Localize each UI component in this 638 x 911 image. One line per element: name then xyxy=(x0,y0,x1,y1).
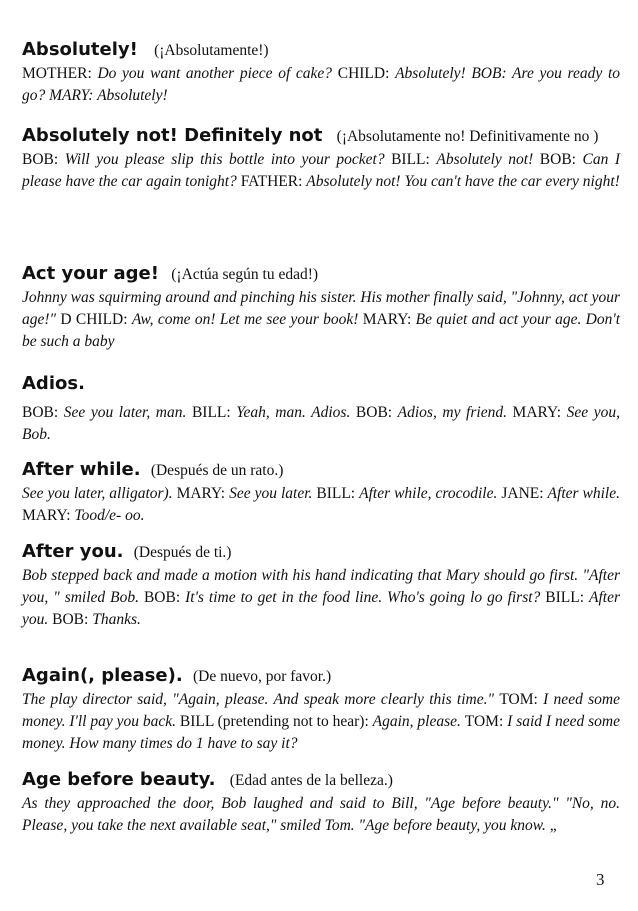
dialogue: It's time to get in the food line. Who's going lo go first? xyxy=(185,589,546,606)
entry-body xyxy=(22,689,620,755)
heading-translation: (Después de un rato.) xyxy=(150,462,284,479)
speaker: JANE: xyxy=(501,485,548,502)
dialogue: Absolutely not! xyxy=(436,151,540,168)
entry-again-please xyxy=(22,664,620,768)
heading-translation: (¡Actúa según tu edad!) xyxy=(171,266,319,283)
speaker: BILL: xyxy=(391,151,437,168)
entry-adios xyxy=(22,372,620,458)
heading-text: Absolutely not! Definitely not xyxy=(22,125,323,146)
dialogue: The play director said, "Again, please. And speak more clearly this time." xyxy=(22,691,500,708)
dialogue: After while, crocodile. xyxy=(359,485,502,502)
heading-text: After while. xyxy=(22,459,141,480)
dialogue: See you, Bob. xyxy=(22,404,620,443)
speaker: BOB: xyxy=(355,404,398,421)
speaker: TOM: xyxy=(464,713,508,730)
heading-text: Act your age! xyxy=(22,263,159,284)
entry-act-your-age xyxy=(22,262,620,372)
speaker: BILL: xyxy=(191,404,237,421)
speaker: TOM: xyxy=(499,691,544,708)
dialogue: Absolutely! BOB: Are you ready to go? MARY: Absolutely! xyxy=(22,65,621,104)
dialogue: After while. xyxy=(547,485,620,502)
entry-after-while xyxy=(22,458,620,540)
entry-age-before-beauty xyxy=(22,768,620,868)
entry-body xyxy=(22,565,620,631)
dialogue: Yeah, man. Adios. xyxy=(236,404,356,421)
dialogue: See you later, alligator). xyxy=(22,485,177,502)
speaker: MARY: xyxy=(512,404,567,421)
dialogue: I need some money. I'll pay you back. xyxy=(22,691,620,730)
dialogue: Again, please. xyxy=(372,713,465,730)
entry-body xyxy=(22,793,620,837)
entry-body xyxy=(22,63,620,107)
dialogue: See you later, man. xyxy=(63,404,192,421)
speaker: BILL: xyxy=(316,485,360,502)
speaker: MARY: xyxy=(362,311,416,328)
dialogue: Do you want another piece of cake? xyxy=(97,65,338,82)
entry-heading xyxy=(22,664,620,689)
heading-translation: (De nuevo, por favor.) xyxy=(192,668,332,685)
entry-heading xyxy=(22,262,620,287)
entry-heading xyxy=(22,124,620,149)
entry-heading xyxy=(22,38,620,63)
dialogue: As they approached the door, Bob laughed and said to Bill, "Age before beauty." "No, no. Please, you take the next available seat," smiled Tom. "Age before beauty, you know. „ xyxy=(22,795,620,834)
speaker: BOB: xyxy=(52,611,93,628)
dialogue: Can I please have the car again tonight? xyxy=(22,151,621,190)
heading-text: After you. xyxy=(22,541,124,562)
entry-heading xyxy=(22,458,620,483)
entry-body xyxy=(22,483,620,527)
entry-body xyxy=(22,149,620,193)
speaker: BILL (pretending not to hear): xyxy=(179,713,373,730)
entry-after-you xyxy=(22,540,620,664)
speaker: D CHILD: xyxy=(60,311,132,328)
dialogue: Tood/e- oo. xyxy=(74,507,145,524)
document-page xyxy=(22,34,620,868)
speaker: FATHER: xyxy=(240,173,307,190)
heading-text: Adios. xyxy=(22,373,85,394)
dialogue: Bob stepped back and made a motion with his hand indicating that Mary should go first. "After you, " smiled Bob. xyxy=(22,567,620,606)
entry-heading xyxy=(22,540,620,565)
dialogue: Will you please slip this bottle into your pocket? xyxy=(64,151,392,168)
dialogue: Absolutely not! You can't have the car every night! xyxy=(306,173,620,190)
dialogue: Be quiet and act your age. Don't be such a baby xyxy=(22,311,620,350)
entry-absolutely xyxy=(22,38,620,124)
page-number: 3 xyxy=(596,870,605,889)
dialogue: Johnny was squirming around and pinching his sister. His mother finally said, "Johnny, act your age!" xyxy=(22,289,620,328)
speaker: CHILD: xyxy=(337,65,396,82)
dialogue: Thanks. xyxy=(92,611,141,628)
dialogue: After you. xyxy=(22,589,620,628)
speaker: BOB: xyxy=(22,404,64,421)
dialogue: See you later. xyxy=(229,485,317,502)
heading-text: Absolutely! xyxy=(22,39,138,60)
heading-text: Again(, please). xyxy=(22,665,183,686)
heading-translation: (¡Absolutamente!) xyxy=(154,42,269,59)
speaker: MOTHER: xyxy=(22,65,98,82)
heading-translation: (¡Absolutamente no! Definitivamente no ) xyxy=(336,128,599,145)
heading-translation: (Edad antes de la belleza.) xyxy=(229,772,393,789)
entry-body xyxy=(22,402,620,446)
entry-heading xyxy=(22,372,620,396)
heading-translation: (Después de ti.) xyxy=(133,544,232,561)
entry-absolutely-not xyxy=(22,124,620,262)
dialogue: Adios, my friend. xyxy=(397,404,513,421)
entry-body xyxy=(22,287,620,353)
speaker: BILL: xyxy=(545,589,589,606)
speaker: BOB: xyxy=(539,151,583,168)
heading-text: Age before beauty. xyxy=(22,769,216,790)
dialogue: Aw, come on! Let me see your book! xyxy=(131,311,363,328)
entry-heading xyxy=(22,768,620,793)
speaker: BOB: xyxy=(22,151,65,168)
speaker: MARY: xyxy=(22,507,75,524)
dialogue: I said I need some money. How many times do 1 have to say it? xyxy=(22,713,620,752)
speaker: BOB: xyxy=(143,589,186,606)
speaker: MARY: xyxy=(176,485,230,502)
